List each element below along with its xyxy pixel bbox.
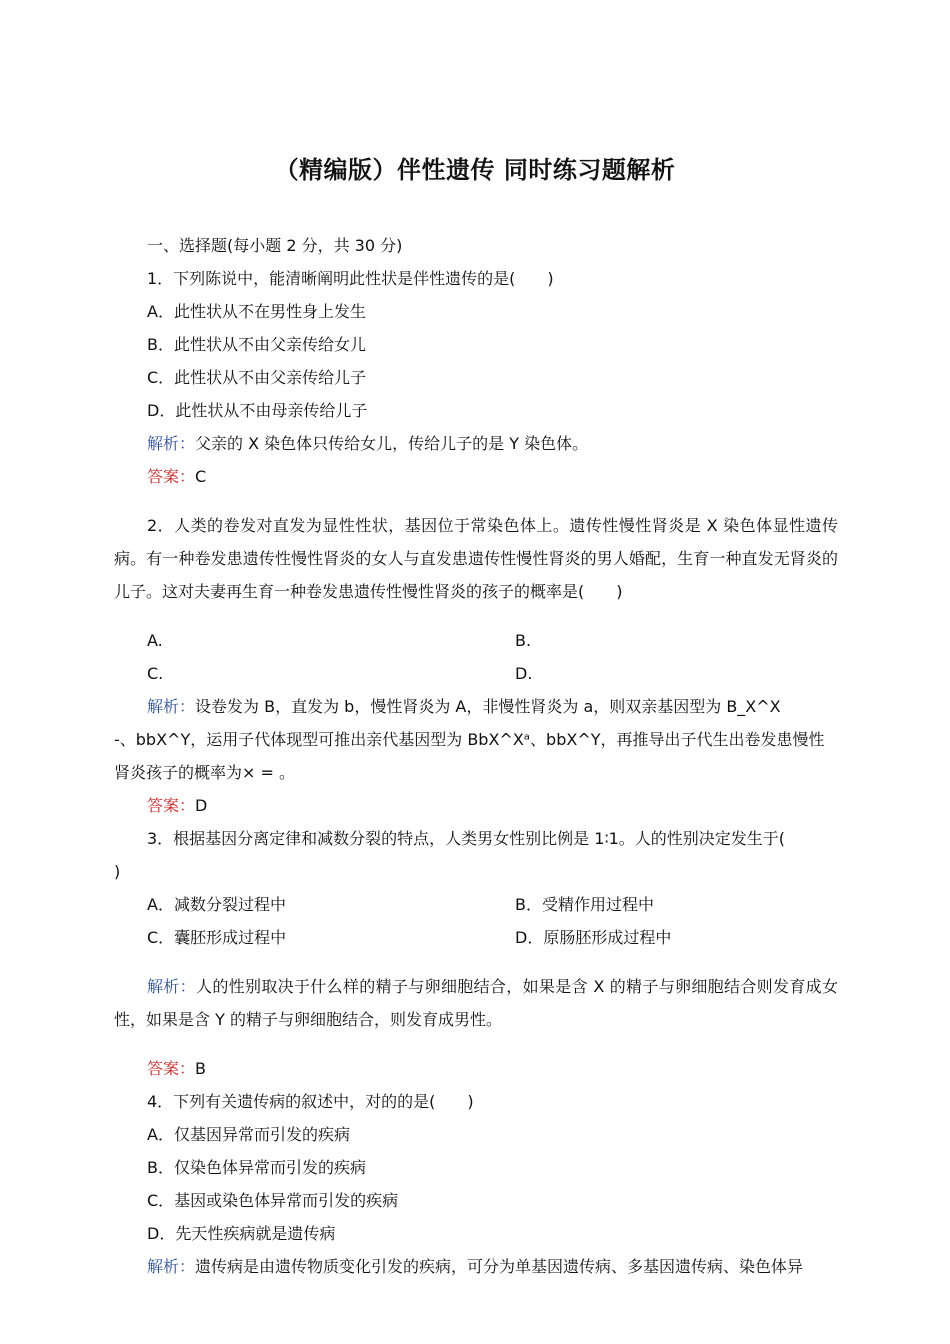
analysis-label: 解析：: [147, 977, 196, 996]
question-3-stem-cont: ): [114, 862, 121, 881]
question-3-stem: 3．根据基因分离定律和减数分裂的特点，人类男女性别比例是 1∶1。人的性别决定发生于(: [147, 829, 786, 848]
question-1-option-c: C．此性状从不由父亲传给儿子: [147, 368, 367, 387]
question-2-stem: 2．人类的卷发对直发为显性性状，基因位于常染色体上。遗传性慢性肾炎是 X 染色体显性遗传病。有一种卷发患遗传性慢性肾炎的女人与直发患遗传性慢性肾炎的男人婚配，生育一种直发无肾炎的儿子。这对夫妻再生育一种卷发患遗传性慢性肾炎的孩子的概率是( ): [114, 516, 838, 601]
question-2-analysis-cont: 肾炎孩子的概率为× = 。: [114, 763, 295, 782]
answer-label: 答案：: [147, 796, 196, 815]
question-3-option-b: B．受精作用过程中: [515, 895, 654, 914]
question-3-option-d: D．原肠胚形成过程中: [515, 928, 672, 947]
question-4-stem: 4．下列有关遗传病的叙述中，对的的是( ): [147, 1092, 474, 1111]
analysis-text: 人的性别取决于什么样的精子与卵细胞结合，如果是含 X 的精子与卵细胞结合则发育成女性，如果是含 Y 的精子与卵细胞结合，则发育成男性。: [114, 977, 838, 1029]
question-2-analysis-cont: -、bbX^Y，运用子代体现型可推出亲代基因型为 BbX^Xᵃ、bbX^Y，再推导出子代生出卷发患慢性: [114, 730, 825, 749]
analysis-label: 解析：: [147, 1257, 196, 1276]
question-1-analysis: [114, 427, 838, 460]
question-1-option-d: D．此性状从不由母亲传给儿子: [147, 401, 368, 420]
page-title: （精编版）伴性遗传 同时练习题解析: [274, 156, 676, 184]
question-1-option-b: B．此性状从不由父亲传给女儿: [147, 335, 366, 354]
analysis-text: 设卷发为 B，直发为 b，慢性肾炎为 A，非慢性肾炎为 a，则双亲基因型为 B_X^X: [195, 697, 781, 716]
question-2-option-d: D.: [515, 664, 533, 683]
question-3-options-row-1: [114, 888, 838, 921]
question-4-option-d: D．先天性疾病就是遗传病: [147, 1224, 336, 1243]
question-3-analysis: [114, 970, 838, 1036]
question-2-option-c: C.: [147, 664, 164, 683]
analysis-text: 遗传病是由遗传物质变化引发的疾病，可分为单基因遗传病、多基因遗传病、染色体异: [195, 1257, 804, 1276]
question-2-analysis: [114, 690, 838, 723]
question-4-option-c: C．基因或染色体异常而引发的疾病: [147, 1191, 399, 1210]
question-1-answer: [114, 460, 838, 493]
answer-value: D: [195, 796, 208, 815]
answer-label: 答案：: [147, 1059, 196, 1078]
question-3-answer: [114, 1052, 838, 1085]
question-2-options-row-2: [114, 657, 838, 690]
analysis-label: 解析：: [147, 697, 196, 716]
analysis-label: 解析：: [147, 434, 196, 453]
answer-value: C: [195, 467, 207, 486]
question-3-option-a: A．减数分裂过程中: [147, 895, 286, 914]
question-4-option-a: A．仅基因异常而引发的疾病: [147, 1125, 350, 1144]
question-2-options-row-1: [114, 624, 838, 657]
question-1-option-a: A．此性状从不在男性身上发生: [147, 302, 366, 321]
question-1-stem: 1．下列陈说中，能清晰阐明此性状是伴性遗传的是( ): [147, 269, 554, 288]
document-body: [114, 229, 838, 1283]
question-3-option-c: C．囊胚形成过程中: [147, 928, 287, 947]
question-2-answer: [114, 789, 838, 822]
question-4-option-b: B．仅染色体异常而引发的疾病: [147, 1158, 366, 1177]
question-2-option-b: B.: [515, 631, 532, 650]
answer-value: B: [195, 1059, 206, 1078]
question-3-options-row-2: [114, 921, 838, 954]
question-4-analysis: [114, 1250, 838, 1283]
answer-label: 答案：: [147, 467, 196, 486]
section-heading: 一、选择题(每小题 2 分，共 30 分): [147, 236, 403, 255]
analysis-text: 父亲的 X 染色体只传给女儿，传给儿子的是 Y 染色体。: [195, 434, 589, 453]
question-2-option-a: A.: [147, 631, 163, 650]
